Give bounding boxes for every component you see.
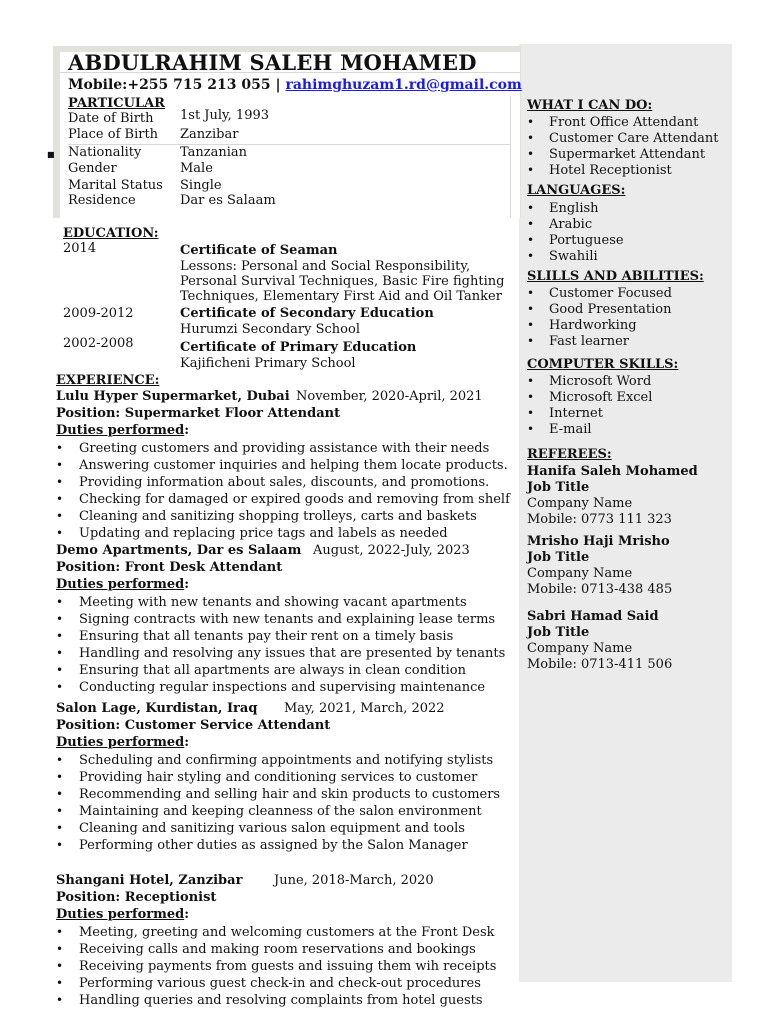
computer-skill-item: • E-mail <box>527 422 592 437</box>
duty-item: • Greeting customers and providing assistance with their needs <box>56 441 490 456</box>
referee-mobile: Mobile: 0713-438 485 <box>527 582 673 597</box>
duty-item: • Handling and resolving any issues that are presented by tenants <box>56 646 506 661</box>
mobile-number: Mobile:+255 715 213 055 | <box>68 77 281 93</box>
duty-item: • Cleaning and sanitizing various salon equipment and tools <box>56 821 465 836</box>
particular-label: Place of Birth <box>68 127 159 142</box>
job-position: Position: Receptionist <box>56 890 217 905</box>
duty-item: • Signing contracts with new tenants and explaining lease terms <box>56 612 496 627</box>
duty-item: • Providing hair styling and conditioning services to customer <box>56 770 478 785</box>
ability-item: • Customer Focused <box>527 286 672 301</box>
ability-item: • Hardworking <box>527 318 637 333</box>
language-item: • English <box>527 201 599 216</box>
languages-heading: LANGUAGES: <box>527 183 626 198</box>
particular-value: 1st July, 1993 <box>180 108 270 123</box>
ability-item: • Fast learner <box>527 334 630 349</box>
duty-item: • Providing information about sales, discounts, and promotions. <box>56 475 490 490</box>
duty-item: • Receiving calls and making room reservations and bookings <box>56 942 476 957</box>
referee-title: Job Title <box>527 550 590 565</box>
particular-label: Marital Status <box>68 178 163 193</box>
job-employer: Demo Apartments, Dar es Salaam <box>56 543 302 558</box>
duties-label: Duties performed: <box>56 907 190 922</box>
particular-value: Single <box>180 178 222 193</box>
computer-skill-item: • Microsoft Excel <box>527 390 653 405</box>
skill-item: • Front Office Attendant <box>527 115 699 130</box>
duty-item: • Ensuring that all apartments are always in clean condition <box>56 663 467 678</box>
divider <box>510 96 511 218</box>
duty-item: • Receiving payments from guests and issuing them wih receipts <box>56 959 497 974</box>
job-employer: Shangani Hotel, Zanzibar <box>56 873 243 888</box>
duty-item: • Performing various guest check-in and check-out procedures <box>56 976 481 991</box>
duties-label: Duties performed: <box>56 577 190 592</box>
particular-label: Gender <box>68 161 117 176</box>
education-title: Certificate of Primary Education <box>180 340 417 355</box>
particular-value: Male <box>180 161 213 176</box>
duty-item: • Meeting with new tenants and showing vacant apartments <box>56 595 467 610</box>
computer-skill-item: • Microsoft Word <box>527 374 652 389</box>
education-detail: Hurumzi Secondary School <box>180 322 360 337</box>
education-year: 2014 <box>63 241 97 256</box>
referee-name: Sabri Hamad Said <box>527 609 659 624</box>
education-title: Certificate of Seaman <box>180 243 338 258</box>
particular-label: Nationality <box>68 145 142 160</box>
job-position: Position: Front Desk Attendant <box>56 560 283 575</box>
education-detail: Lessons: Personal and Social Responsibility, <box>180 259 471 274</box>
referee-title: Job Title <box>527 625 590 640</box>
referee-company: Company Name <box>527 641 633 656</box>
education-year: 2009-2012 <box>63 306 134 321</box>
duty-item: • Meeting, greeting and welcoming customers at the Front Desk <box>56 925 495 940</box>
duty-item: • Checking for damaged or expired goods and removing from shelf <box>56 492 510 507</box>
particular-value: Tanzanian <box>180 145 248 160</box>
particular-heading: PARTICULAR <box>68 96 165 111</box>
particular-value: Zanzibar <box>180 127 239 142</box>
duty-item: • Recommending and selling hair and skin products to customers <box>56 787 501 802</box>
language-item: • Arabic <box>527 217 593 232</box>
job-employer: Salon Lage, Kurdistan, Iraq <box>56 701 258 716</box>
duty-item: • Maintaining and keeping cleanness of the salon environment <box>56 804 482 819</box>
duty-item: • Updating and replacing price tags and labels as needed <box>56 526 448 541</box>
duty-item: • Cleaning and sanitizing shopping trolleys, carts and baskets <box>56 509 477 524</box>
referees-heading: REFEREES: <box>527 447 612 462</box>
skills-heading: SLILLS AND ABILITIES: <box>527 269 704 284</box>
referee-mobile: Mobile: 0713-411 506 <box>527 657 673 672</box>
contact-line <box>68 77 522 93</box>
duty-item: • Answering customer inquiries and helping them locate products. <box>56 458 508 473</box>
duty-item: • Scheduling and confirming appointments and notifying stylists <box>56 753 494 768</box>
education-detail: Personal Survival Techniques, Basic Fire fighting <box>180 274 505 289</box>
duties-label: Duties performed: <box>56 735 190 750</box>
ability-item: • Good Presentation <box>527 302 672 317</box>
particular-value: Dar es Salaam <box>180 193 276 208</box>
skill-item: • Supermarket Attendant <box>527 147 706 162</box>
language-item: • Portuguese <box>527 233 624 248</box>
duty-item: • Ensuring that all tenants pay their rent on a timely basis <box>56 629 454 644</box>
education-detail: Kajificheni Primary School <box>180 356 356 371</box>
education-year: 2002-2008 <box>63 336 134 351</box>
job-dates: May, 2021, March, 2022 <box>284 701 445 716</box>
duty-item: • Handling queries and resolving complaints from hotel guests <box>56 993 483 1008</box>
job-employer: Lulu Hyper Supermarket, Dubai <box>56 389 290 404</box>
referee-title: Job Title <box>527 480 590 495</box>
particular-label: Date of Birth <box>68 111 154 126</box>
duty-item: • Performing other duties as assigned by the Salon Manager <box>56 838 468 853</box>
duties-label: Duties performed: <box>56 423 190 438</box>
experience-heading: EXPERIENCE: <box>56 373 160 388</box>
education-title: Certificate of Secondary Education <box>180 306 434 321</box>
job-dates: August, 2022-July, 2023 <box>313 543 470 558</box>
computer-skills-heading: COMPUTER SKILLS: <box>527 357 679 372</box>
job-position: Position: Customer Service Attendant <box>56 718 331 733</box>
education-detail: Techniques, Elementary First Aid and Oil Tanker <box>180 289 502 304</box>
education-heading: EDUCATION: <box>63 226 159 241</box>
language-item: • Swahili <box>527 249 598 264</box>
stray-bullet-icon: ■ <box>47 150 55 159</box>
job-position: Position: Supermarket Floor Attendant <box>56 406 341 421</box>
what-i-can-do-heading: WHAT I CAN DO: <box>527 98 653 113</box>
candidate-name: ABDULRAHIM SALEH MOHAMED <box>68 50 477 75</box>
referee-company: Company Name <box>527 566 633 581</box>
referee-name: Hanifa Saleh Mohamed <box>527 464 698 479</box>
job-dates: November, 2020-April, 2021 <box>296 389 483 404</box>
referee-company: Company Name <box>527 496 633 511</box>
duty-item: • Conducting regular inspections and supervising maintenance <box>56 680 486 695</box>
computer-skill-item: • Internet <box>527 406 603 421</box>
referee-name: Mrisho Haji Mrisho <box>527 534 670 549</box>
skill-item: • Hotel Receptionist <box>527 163 672 178</box>
referee-mobile: Mobile: 0773 111 323 <box>527 512 672 527</box>
email-link[interactable]: rahimghuzam1.rd@gmail.com <box>285 77 522 93</box>
skill-item: • Customer Care Attendant <box>527 131 719 146</box>
particular-label: Residence <box>68 193 136 208</box>
job-dates: June, 2018-March, 2020 <box>274 873 434 888</box>
